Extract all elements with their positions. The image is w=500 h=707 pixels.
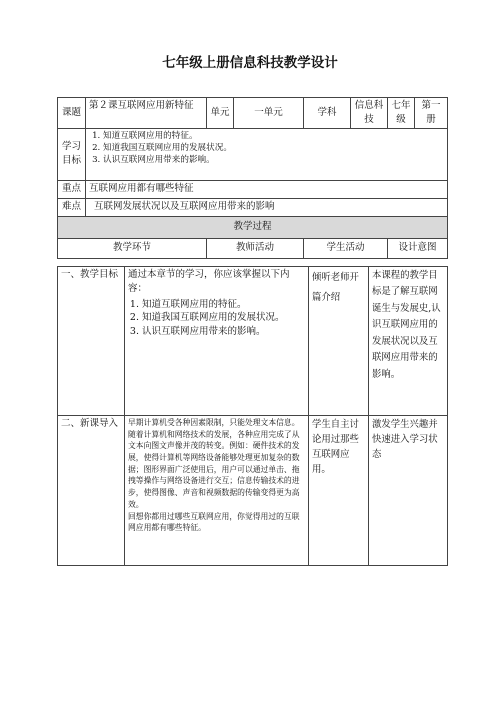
subject-value: 信息科技 <box>351 98 388 129</box>
process-row <box>58 416 448 566</box>
unit-value: 一单元 <box>234 98 304 129</box>
row2-intent: 激发学生兴趣并快速进入学习状态 <box>369 416 448 566</box>
difficulty-value: 互联网发展状况以及互联网应用带来的影响 <box>86 198 448 216</box>
col-student: 学生活动 <box>304 238 388 258</box>
key-point-row <box>58 180 448 198</box>
key-point-label: 重点 <box>58 180 86 198</box>
lesson-plan-table <box>57 97 448 259</box>
process-table <box>57 266 448 566</box>
goal-item: 1. 知道互联网应用的特征。 <box>103 130 444 142</box>
row1-teacher-item: 2. 知道我国互联网应用的发展状况。 <box>142 311 305 325</box>
subject-label: 学科 <box>304 98 351 129</box>
row1-teacher <box>125 267 309 416</box>
goals-cell <box>86 128 448 180</box>
goal-item: 3. 认识互联网应用带来的影响。 <box>103 154 444 166</box>
row1-teacher-item: 3. 认识互联网应用带来的影响。 <box>142 325 305 339</box>
grade-value: 七年级 <box>388 98 415 129</box>
unit-label: 单元 <box>207 98 234 129</box>
row2-student: 学生自主讨论用过那些互联网应用。 <box>309 416 369 566</box>
row1-intent: 本课程的教学目标是了解互联网诞生与发展史,认识互联网应用的发展状况以及互联网应用带来的影响。 <box>369 267 448 416</box>
col-intent: 设计意图 <box>388 238 448 258</box>
key-point-value: 互联网应用都有哪些特征 <box>86 180 448 198</box>
topic-value: 第２课互联网应用新特征 <box>86 98 207 129</box>
volume-value: 第一册 <box>415 98 448 129</box>
difficulty-row <box>58 198 448 216</box>
page-title: 七年级上册信息科技教学设计 <box>162 55 338 71</box>
difficulty-label: 难点 <box>58 198 86 216</box>
col-teacher: 教师活动 <box>207 238 304 258</box>
row1-teacher-list <box>128 298 305 339</box>
row2-teacher-p1: 早期计算机受各种因素限制，只能处理文本信息。随着计算机和网络技术的发展，各种应用完成了从文本向图文声像并茂的转变。例如：硬件技术的发展，使得计算机等网络设备能够处理更加复杂的数据；图形界面广泛使用后，用户可以通过单击、拖拽等操作与网络设备进行交互；信息传输技术的进步，使得图像、声音和视频数据的传输变得更为高效。 <box>128 418 300 509</box>
row2-stage: 二、新课导入 <box>58 416 125 566</box>
row2-teacher <box>125 416 309 566</box>
goals-label: 学习目标 <box>58 128 86 180</box>
row1-teacher-item: 1. 知道互联网应用的特征。 <box>142 298 305 312</box>
topic-label: 课题 <box>58 98 86 129</box>
process-row <box>58 267 448 416</box>
goals-row <box>58 128 448 180</box>
process-title: 教学过程 <box>58 216 448 238</box>
process-title-row <box>58 216 448 238</box>
goals-list <box>89 130 444 167</box>
row1-stage: 一、教学目标 <box>58 267 125 416</box>
row2-teacher-p2: 回想你都用过哪些互联网应用，你觉得用过的互联网应用都有哪些特征。 <box>128 511 300 533</box>
col-stage <box>58 238 207 258</box>
header-row <box>58 98 448 129</box>
row1-student: 倾听老师开篇介绍 <box>309 267 369 416</box>
goal-item: 2. 知道我国互联网应用的发展状况。 <box>103 142 444 154</box>
row1-teacher-intro: 通过本章节的学习，你应该掌握以下内容： <box>128 269 290 294</box>
process-header-row <box>58 238 448 258</box>
col-stage-label: 教学环节 <box>112 242 151 254</box>
